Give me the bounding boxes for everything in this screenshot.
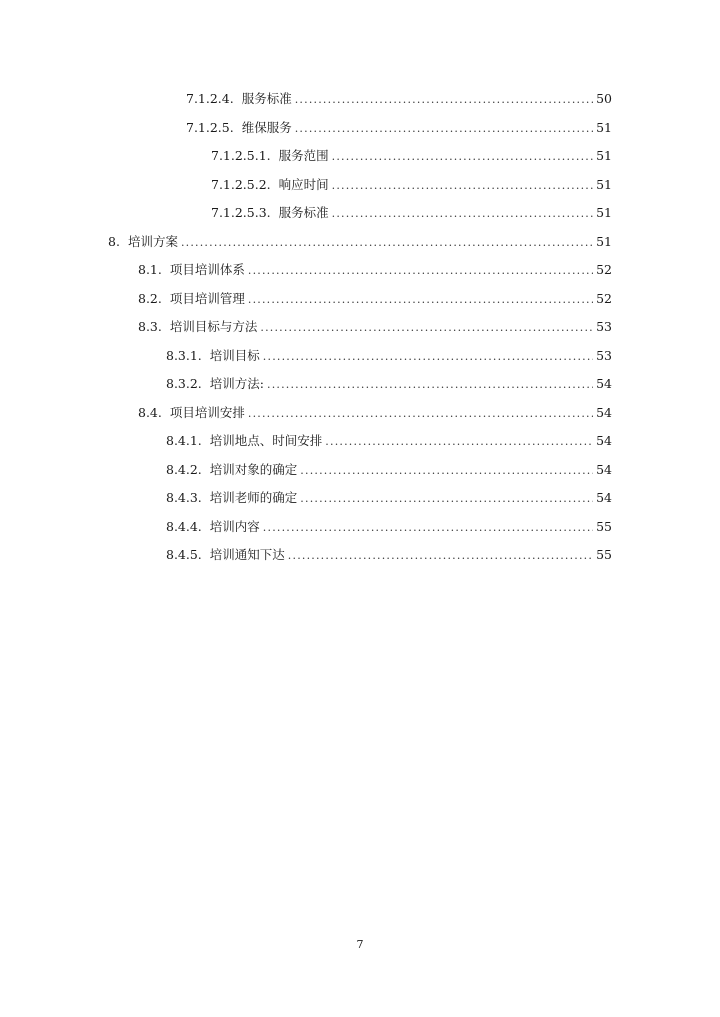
toc-entry-title: 维保服务 bbox=[241, 119, 292, 135]
toc-entry[interactable] bbox=[211, 202, 612, 224]
toc-entry-title: 服务标准 bbox=[278, 205, 329, 220]
toc-entry[interactable] bbox=[166, 345, 612, 367]
toc-dot-leader bbox=[332, 203, 593, 225]
toc-entry-title: 培训地点、时间安排 bbox=[209, 433, 323, 448]
toc-entry-number: 8.3.2. bbox=[166, 376, 202, 391]
toc-entry-number: 8.1. bbox=[138, 262, 162, 277]
toc-entry[interactable] bbox=[108, 231, 612, 253]
page-number: 7 bbox=[356, 938, 364, 951]
toc-entry-number: 8.3. bbox=[138, 319, 162, 334]
toc-entry-title: 培训通知下达 bbox=[209, 547, 285, 562]
toc-entry[interactable] bbox=[138, 402, 612, 424]
toc-entry[interactable] bbox=[166, 373, 612, 395]
toc-entry-number: 8.4.1. bbox=[166, 433, 202, 448]
toc-entry-number: 7.1.2.5.2. bbox=[211, 176, 271, 192]
toc-entry[interactable] bbox=[138, 316, 612, 338]
toc-entry-number: 7.1.2.4. bbox=[186, 91, 234, 106]
toc-entry-number: 8. bbox=[108, 233, 120, 249]
toc-entry[interactable] bbox=[166, 459, 612, 481]
toc-entry-title: 培训方法: bbox=[209, 376, 264, 391]
toc-entry-page: 52 bbox=[596, 290, 612, 306]
toc-entry[interactable] bbox=[211, 174, 612, 196]
toc-entry-page: 51 bbox=[596, 205, 612, 220]
toc-entry-number: 7.1.2.5.1. bbox=[211, 148, 271, 163]
toc-entry-number: 8.4. bbox=[138, 404, 162, 420]
toc-entry-page: 51 bbox=[596, 176, 612, 192]
toc-entry[interactable] bbox=[211, 145, 612, 167]
toc-entry-title: 培训对象的确定 bbox=[209, 461, 298, 477]
toc-entry-title: 培训内容 bbox=[209, 518, 260, 534]
toc-entry-number: 8.3.1. bbox=[166, 347, 202, 363]
toc-entry-title: 培训目标 bbox=[209, 347, 260, 363]
toc-entry-title: 服务标准 bbox=[241, 91, 292, 106]
toc-dot-leader bbox=[295, 118, 593, 140]
toc-dot-leader bbox=[332, 175, 593, 197]
toc-dot-leader bbox=[300, 460, 593, 482]
toc-dot-leader bbox=[267, 374, 593, 396]
toc-dot-leader bbox=[248, 260, 593, 282]
toc-entry-page: 52 bbox=[596, 262, 612, 277]
toc-entry-page: 53 bbox=[596, 347, 612, 363]
toc-dot-leader bbox=[263, 517, 593, 539]
toc-entry-number: 8.2. bbox=[138, 290, 162, 306]
toc-entry[interactable] bbox=[186, 117, 612, 139]
toc-dot-leader bbox=[325, 431, 593, 453]
toc-entry[interactable] bbox=[166, 544, 612, 566]
toc-dot-leader bbox=[332, 146, 593, 168]
toc-dot-leader bbox=[295, 89, 593, 111]
toc-entry-page: 54 bbox=[596, 490, 612, 505]
toc-entry[interactable] bbox=[166, 487, 612, 509]
toc-dot-leader bbox=[248, 289, 593, 311]
toc-dot-leader bbox=[260, 317, 593, 339]
toc-entry-title: 培训方案 bbox=[127, 233, 178, 249]
toc-entry-page: 51 bbox=[596, 233, 612, 249]
toc-dot-leader bbox=[300, 488, 593, 510]
toc-entry-title: 项目培训安排 bbox=[169, 404, 245, 420]
toc-dot-leader bbox=[248, 403, 593, 425]
toc-entry-title: 项目培训体系 bbox=[169, 262, 245, 277]
toc-entry-title: 服务范围 bbox=[278, 148, 329, 163]
toc-entry[interactable] bbox=[138, 259, 612, 281]
toc-entry-title: 响应时间 bbox=[278, 176, 329, 192]
toc-entry[interactable] bbox=[166, 430, 612, 452]
toc-entry-number: 8.4.3. bbox=[166, 490, 202, 505]
toc-entry[interactable] bbox=[186, 88, 612, 110]
toc-entry[interactable] bbox=[166, 516, 612, 538]
toc-entry-page: 51 bbox=[596, 119, 612, 135]
toc-entry-number: 8.4.2. bbox=[166, 461, 202, 477]
toc-entry[interactable] bbox=[138, 288, 612, 310]
toc-entry-page: 54 bbox=[596, 376, 612, 391]
toc-entry-page: 54 bbox=[596, 461, 612, 477]
toc-entry-number: 7.1.2.5. bbox=[186, 119, 234, 135]
toc-dot-leader bbox=[181, 232, 593, 254]
toc-dot-leader bbox=[288, 545, 593, 567]
toc-entry-page: 53 bbox=[596, 319, 612, 334]
toc-entry-title: 项目培训管理 bbox=[169, 290, 245, 306]
toc-entry-page: 50 bbox=[596, 91, 612, 106]
toc-entry-number: 8.4.4. bbox=[166, 518, 202, 534]
toc-entry-page: 54 bbox=[596, 404, 612, 420]
toc-entry-page: 55 bbox=[596, 518, 612, 534]
toc-entry-title: 培训目标与方法 bbox=[169, 319, 258, 334]
toc-entry-page: 55 bbox=[596, 547, 612, 562]
toc-entry-page: 54 bbox=[596, 433, 612, 448]
toc-entry-number: 7.1.2.5.3. bbox=[211, 205, 271, 220]
toc-dot-leader bbox=[263, 346, 593, 368]
toc-entry-page: 51 bbox=[596, 148, 612, 163]
toc-entry-title: 培训老师的确定 bbox=[209, 490, 298, 505]
toc-entry-number: 8.4.5. bbox=[166, 547, 202, 562]
